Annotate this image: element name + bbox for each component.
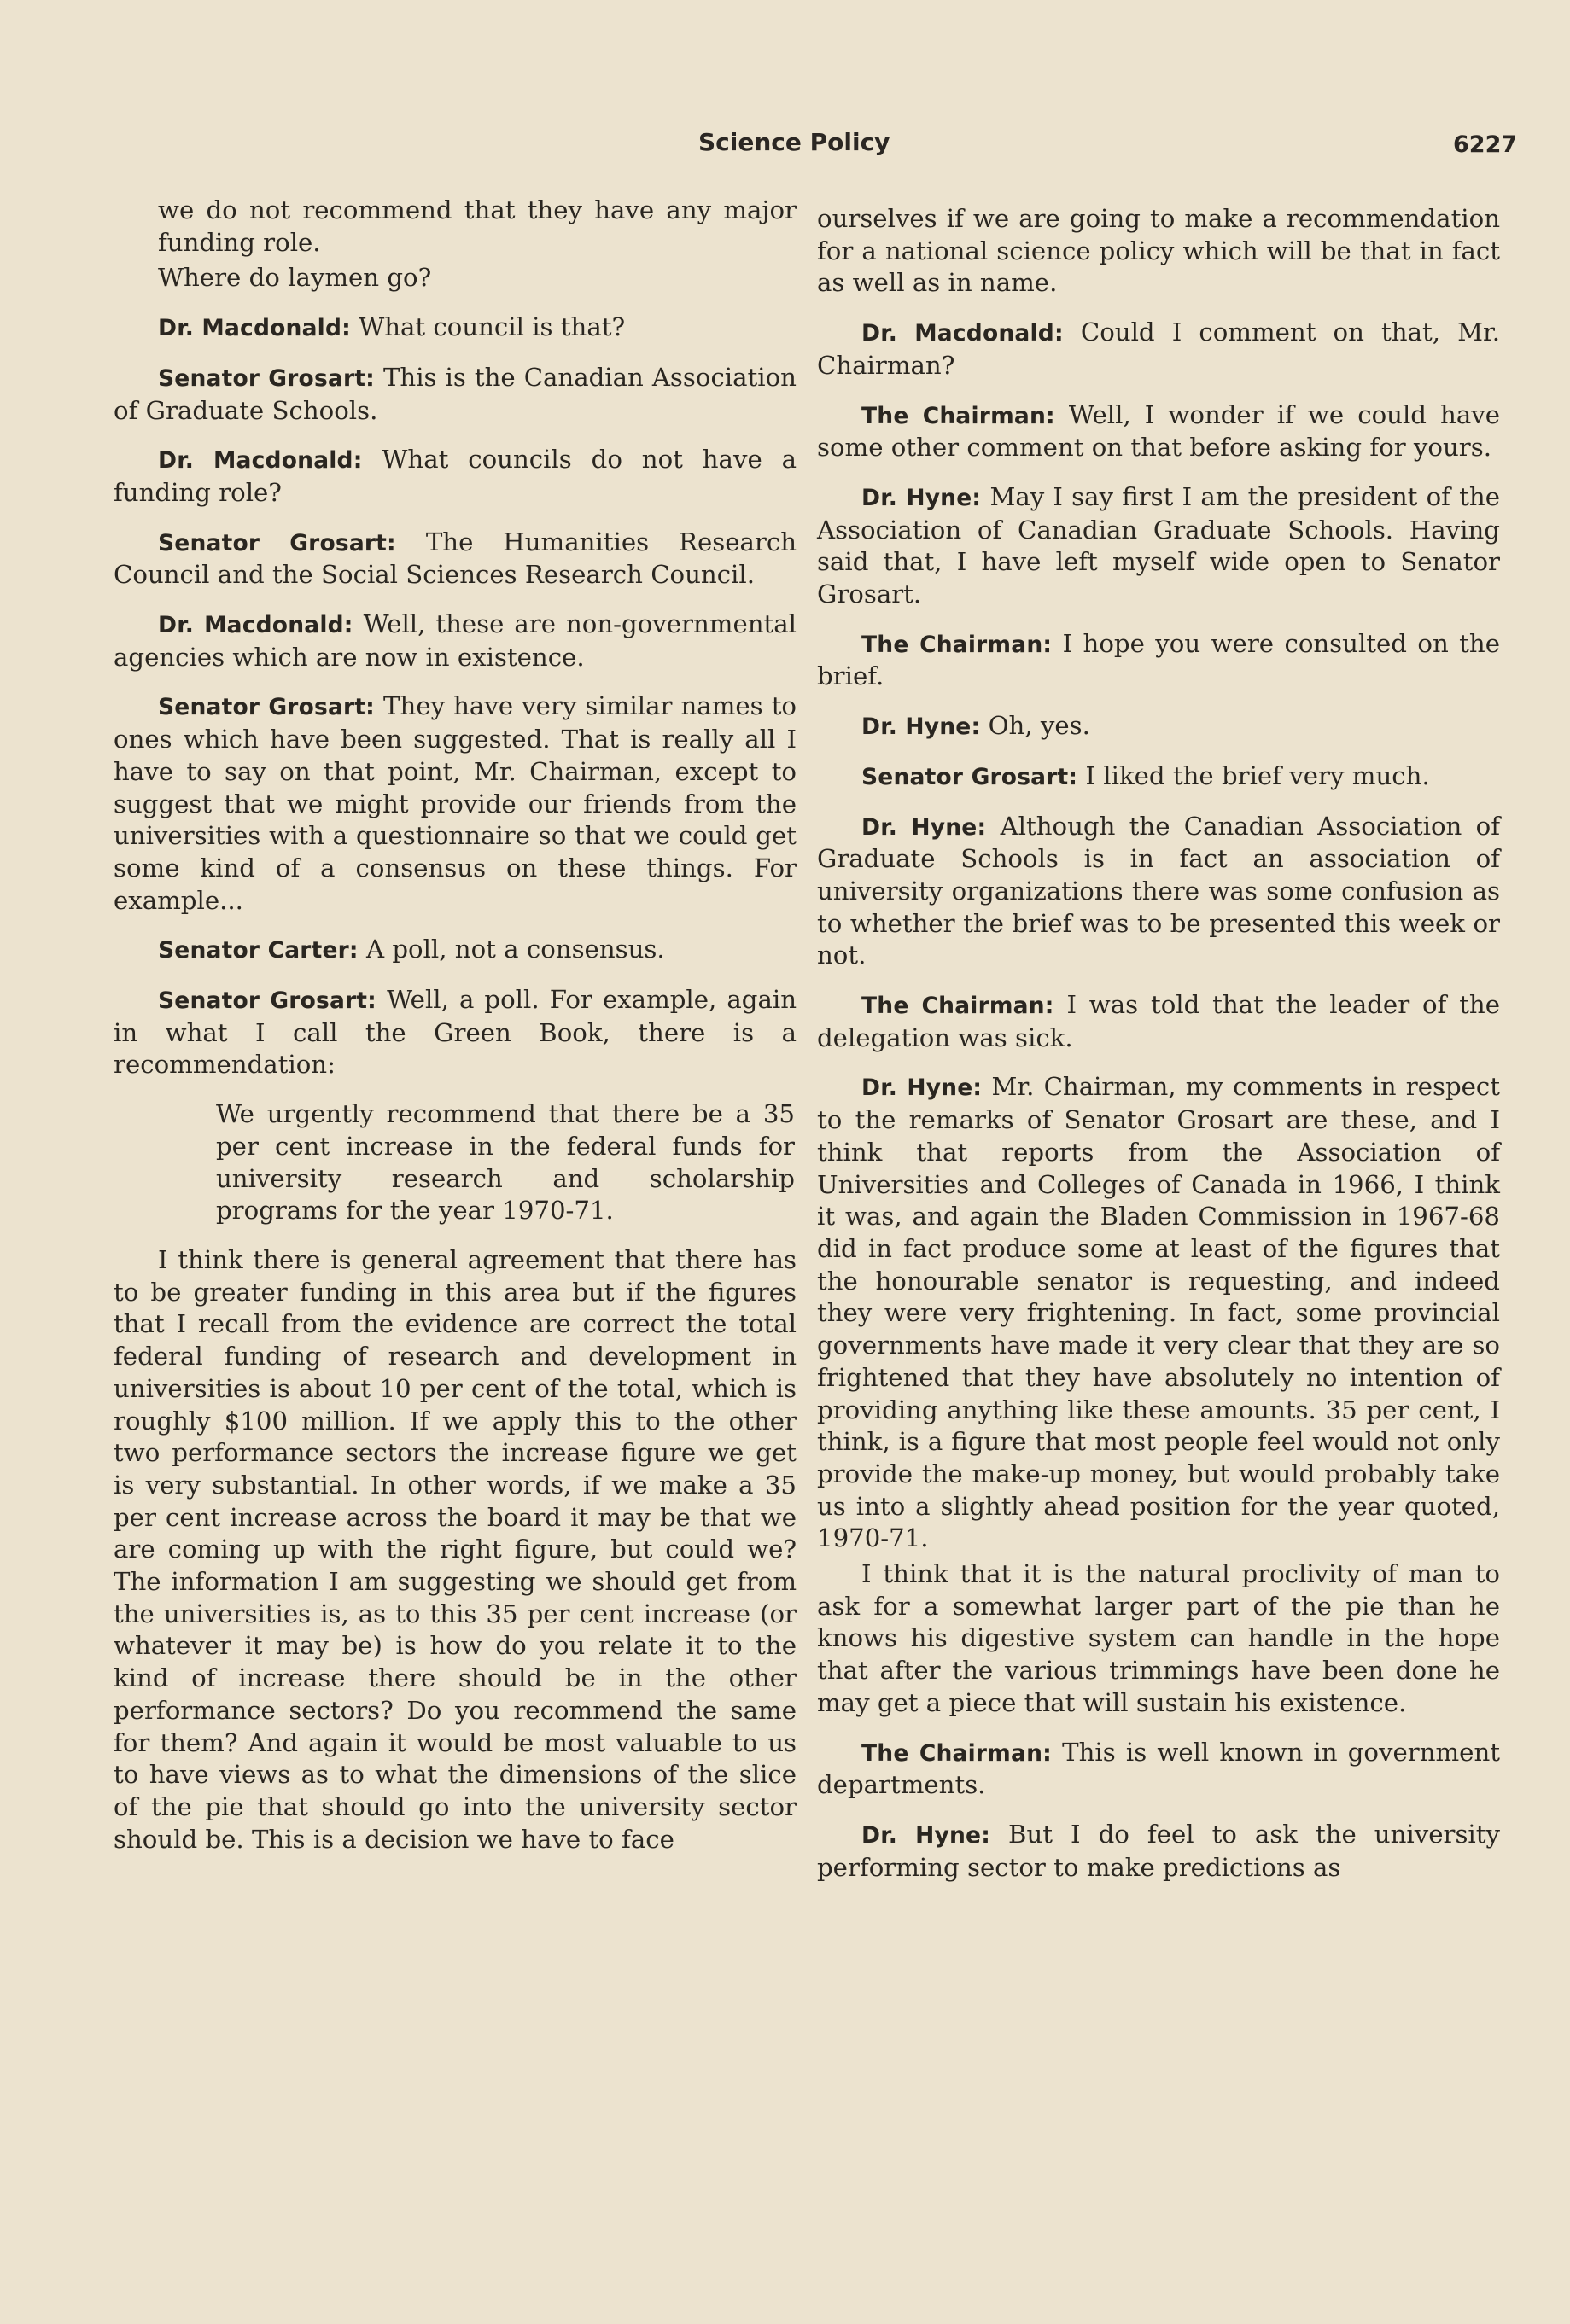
speaker-name: Dr. Macdonald: [158,315,351,342]
speech-paragraph [114,362,797,427]
speaker-name: The Chairman: [861,1739,1052,1767]
speaker-name: Senator Grosart: [861,763,1078,790]
speech-text: Well, a poll. For example, again in what I call the Green Book, there is a recommendation: [114,985,797,1080]
speaker-name: Dr. Hyne: [861,813,987,841]
speaker-name: Dr. Hyne: [861,714,981,741]
speech-text: Although the Canadian Association of Graduate Schools is in fact an association of university organizations there was some confusion as to whether the brief was to be presented this week or not. [817,811,1501,970]
speech-text: Well, I wonder if we could have some other comment on that before asking for yours. [817,399,1500,463]
speech-paragraph [114,527,797,591]
speech-paragraph [817,710,1500,743]
speech-text: But I do feel to ask the university performing sector to make predictions as [817,1819,1500,1882]
speech-paragraph [114,609,797,673]
speech-text: What council is that? [359,312,626,342]
speech-text: What councils do not have a funding role? [114,445,797,507]
speech-paragraph [817,317,1500,382]
speech-text: The Humanities Research Council and the Social Sciences Research Council. [114,527,797,590]
speaker-name: The Chairman: [861,993,1054,1020]
speech-text: Oh, yes. [988,711,1090,741]
body-paragraph: I think that it is the natural proclivity of man to ask for a somewhat larger part of the pie than he knows his digestive system can handle in the hope that after the various trimmings have been done he may get a piece that will sustain his existence. [817,1559,1500,1717]
right-column [817,203,1500,1901]
speech-text: They have very similar names to ones which have been suggested. That is really all I have to say on that point, Mr. Chairman, except to suggest that we might provide our friends from the universities with a questionnaire so that we could get some kind of a consensus on these things. For example... [114,691,797,915]
left-column [114,195,797,1873]
speech-paragraph [817,628,1500,693]
speaker-name: Dr. Hyne: [861,1821,991,1849]
speech-paragraph [114,444,797,509]
speech-text: A poll, not a consensus. [365,935,665,964]
speech-text: This is well known in government departments. [817,1737,1500,1800]
speaker-name: Senator Grosart: [158,529,396,556]
speaker-name: Dr. Hyne: [861,484,982,511]
running-header-title: Science Policy [698,128,890,156]
speech-text: I liked the brief very much. [1085,760,1430,790]
body-paragraph: Where do laymen go? [158,263,432,293]
block-quote: We urgently recommend that there be a 35 per cent increase in the federal funds for university research and scholarship programs for the year 1970-71. [216,1099,795,1226]
speech-paragraph [817,1071,1500,1555]
speech-text: Well, these are non-governmental agencies which are now in existence. [114,609,797,672]
speaker-name: Senator Carter: [158,937,359,964]
body-paragraph: ourselves if we are going to make a recommendation for a national science policy which will be that in fact as well as in name. [817,204,1500,298]
speech-paragraph [817,399,1500,464]
speaker-name: Senator Grosart: [158,694,375,721]
speaker-name: Dr. Macdonald: [158,447,363,475]
speaker-name: The Chairman: [861,631,1053,658]
speech-paragraph [817,760,1500,794]
body-paragraph: I think there is general agreement that there has to be greater funding in this area but if the figures that I recall from the evidence are correct the total federal funding of research and development in universities is about 10 per cent of the total, which is roughly $100 million. If we apply this to the other two performance sectors the increase figure we get is very substantial. In other words, if we make a 35 per cent increase across the board it may be that we are coming up with the right figure, but could we? The information I am suggesting we should get from the universities is, as to this 35 per cent increase (or whatever it may be) is how do you relate it to the kind of increase there should be in the other performance sectors? Do you recommend the same for them? And again it would be most valuable to us to have views as to what the dimensions of the slice of the pie that should go into the university sector should be. This is a decision we have to face [114,1244,797,1854]
speaker-name: Senator Grosart: [158,987,376,1015]
speech-text: Mr. Chairman, my comments in respect to the remarks of Senator Grosart are these, and I think that reports from the Association of Universities and Colleges of Canada in 1966, I think it was, and again the Bladen Commission in 1967-68 did in fact produce some at least of the figures that the honourable senator is requesting, and indeed they were very frightening. In fact, some provincial governments have made it very clear that they are so frightened that they have absolutely no intention of providing anything like these amounts. 35 per cent, I think, is a figure that most people feel would not only provide the make-up money, but would probably take us into a slightly ahead position for the year quoted, 1970-71. [817,1072,1500,1553]
speaker-name: Dr. Macdonald: [861,320,1064,347]
speech-paragraph [817,989,1500,1054]
page-number: 6227 [1453,131,1518,158]
body-paragraph: we do not recommend that they have any major funding role. [158,195,797,257]
speech-text: I was told that the leader of the delegation was sick. [817,990,1500,1052]
speech-paragraph [114,312,797,345]
speaker-name: Dr. Hyne: [861,1075,983,1102]
speech-text: I hope you were consulted on the brief. [817,628,1500,691]
speech-paragraph [114,984,797,1081]
speech-text: May I say first I am the president of the Association of Canadian Graduate Schools. Having said that, I have left myself wide open to Senator Grosart. [817,481,1500,609]
speech-paragraph [817,1737,1500,1802]
speech-paragraph [817,481,1500,611]
speaker-name: Senator Grosart: [158,364,375,392]
speaker-name: The Chairman: [861,402,1055,429]
speech-paragraph [114,690,797,917]
speaker-name: Dr. Macdonald: [158,612,353,639]
speech-text: Could I comment on that, Mr. Chairman? [817,317,1501,380]
speech-paragraph [114,934,797,967]
speech-paragraph [817,811,1500,973]
speech-paragraph [817,1819,1500,1884]
speech-text: This is the Canadian Association of Graduate Schools. [114,362,797,425]
